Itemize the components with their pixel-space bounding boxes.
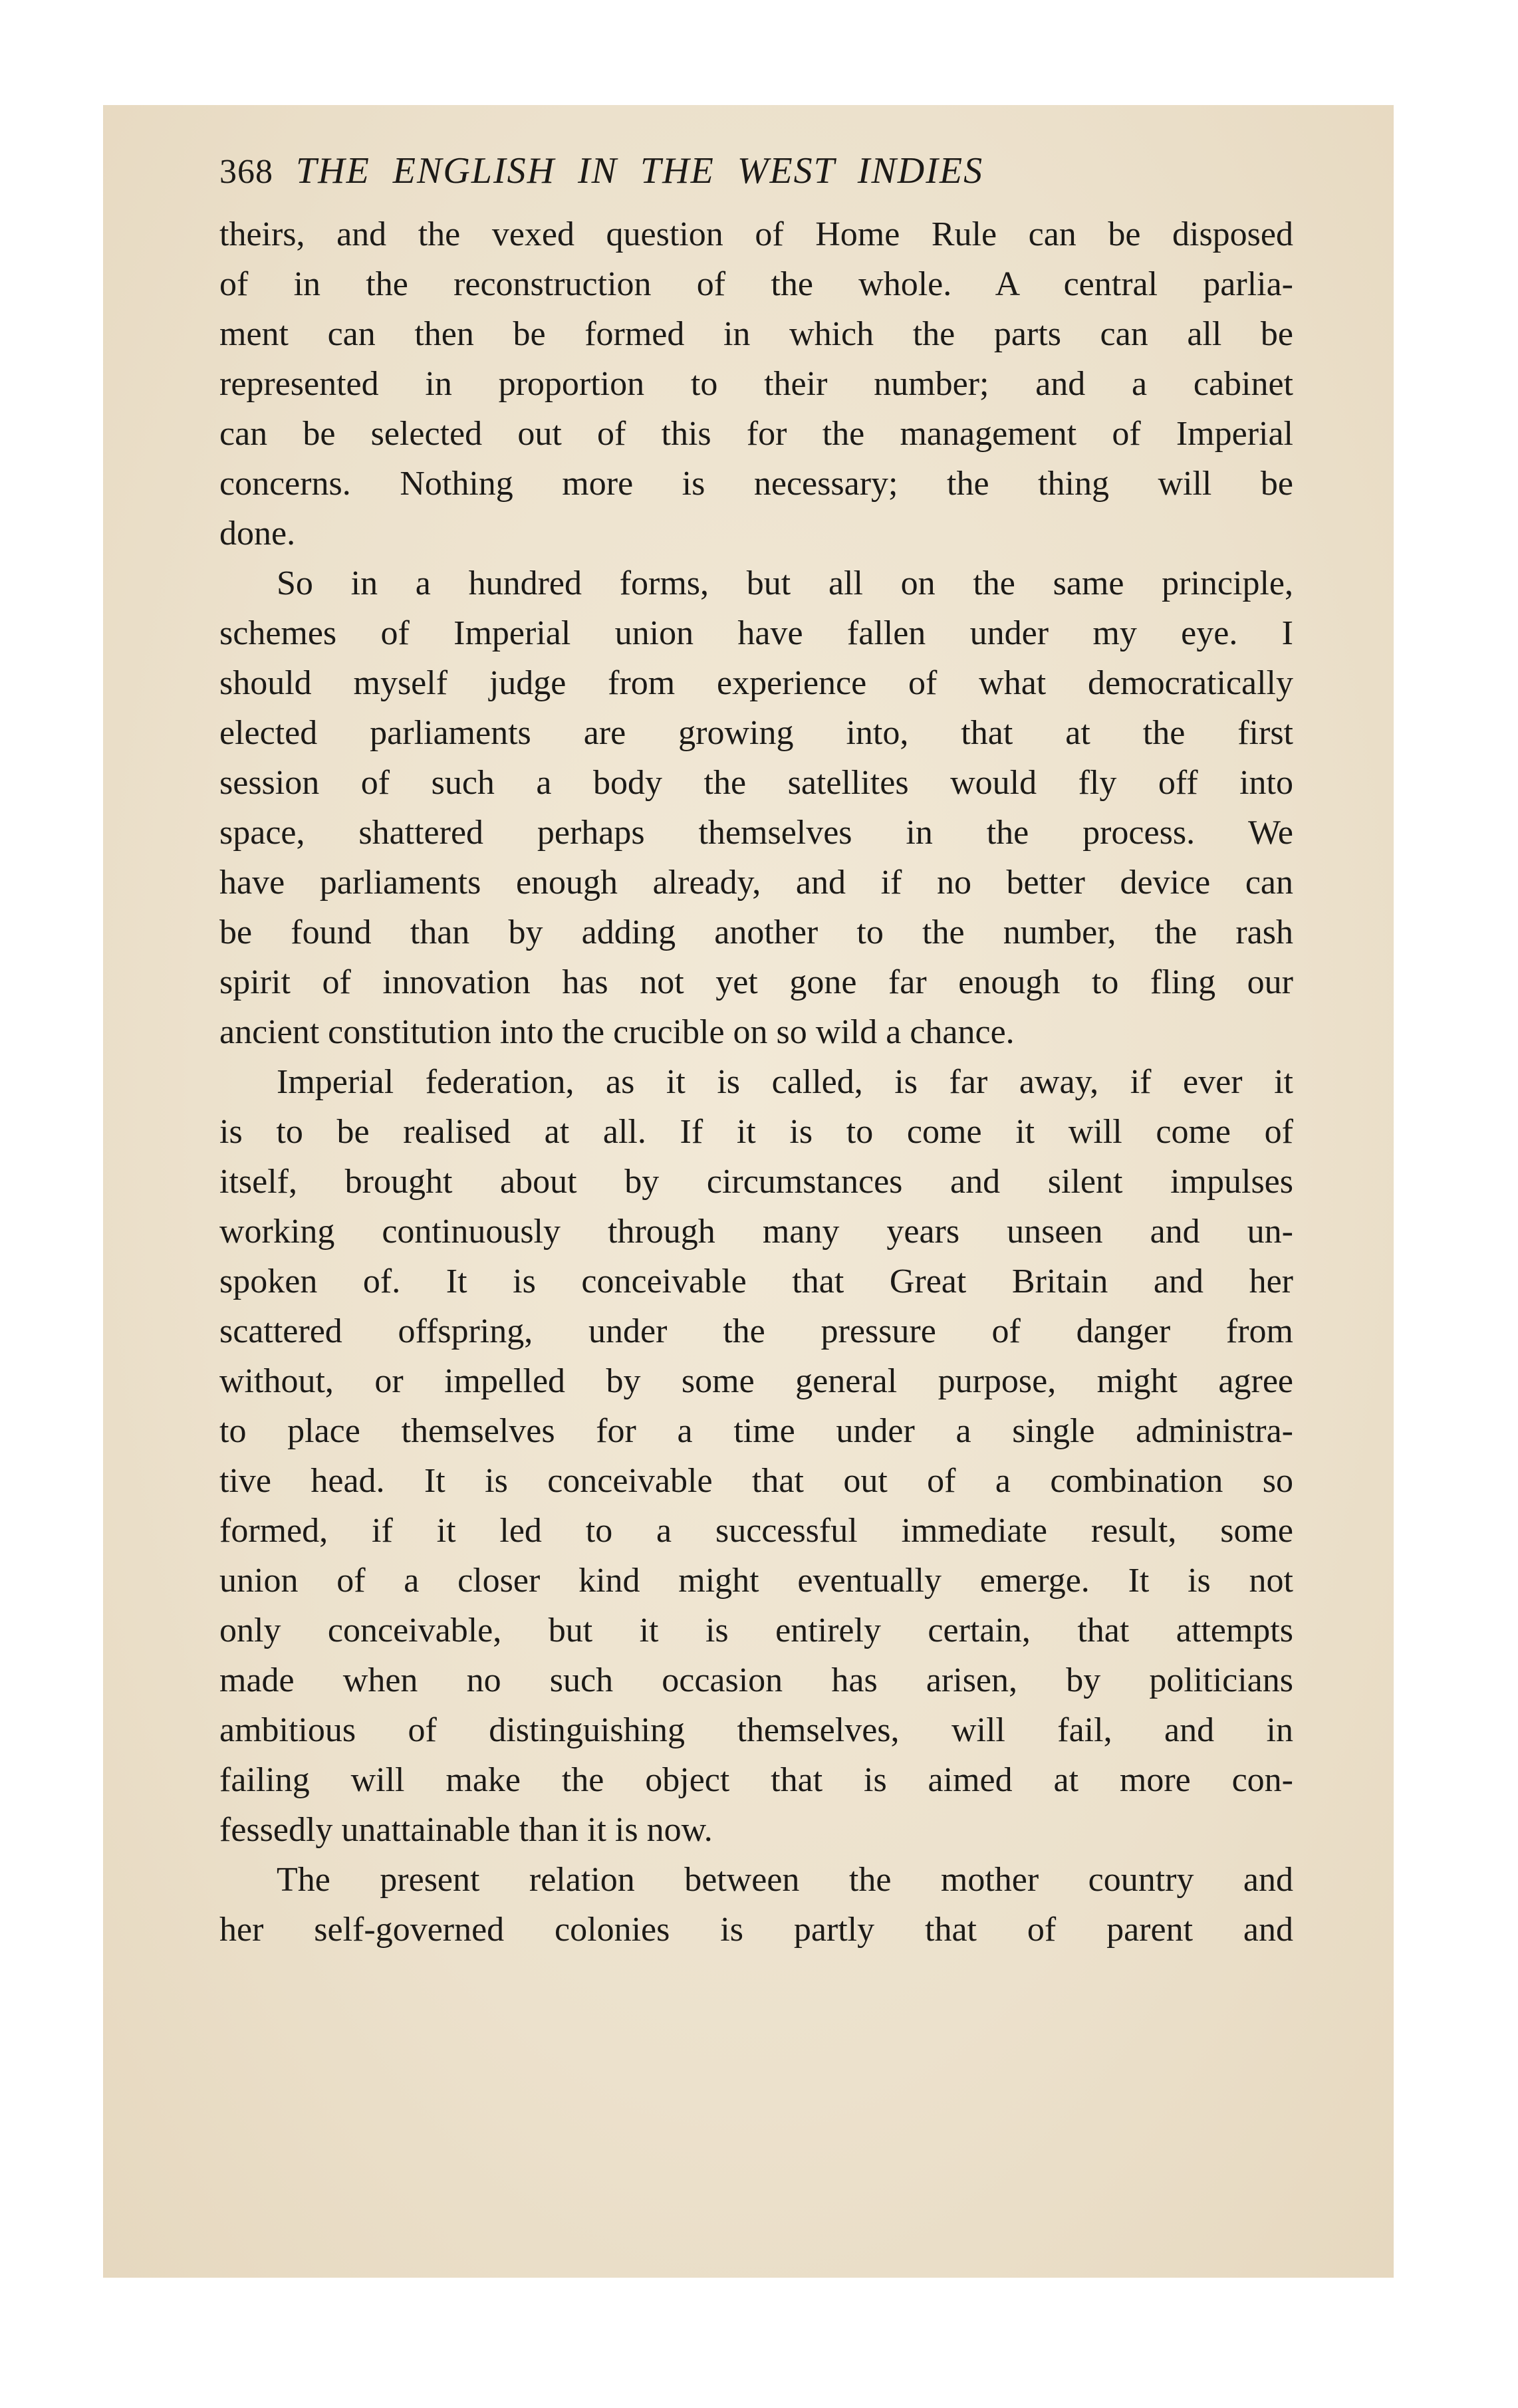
text-line: The present relation between the mother country and bbox=[277, 1861, 1293, 1899]
text-line: fessedly unattainable than it is now. bbox=[219, 1811, 713, 1849]
text-line: So in a hundred forms, but all on the same principle, bbox=[277, 564, 1293, 602]
text-line: ambitious of distinguishing themselves, will fail, and in bbox=[219, 1711, 1293, 1749]
page-number: 368 bbox=[219, 153, 273, 191]
text-line: is to be realised at all. If it is to come it will come of bbox=[219, 1113, 1293, 1151]
text-line: only conceivable, but it is entirely certain, that attempts bbox=[219, 1612, 1293, 1649]
text-line: be found than by adding another to the number, the rash bbox=[219, 913, 1293, 951]
text-line: union of a closer kind might eventually emerge. It is not bbox=[219, 1562, 1293, 1600]
text-line: itself, brought about by circumstances and silent impulses bbox=[219, 1163, 1293, 1201]
text-line: represented in proportion to their number; and a cabinet bbox=[219, 365, 1293, 403]
text-line: theirs, and the vexed question of Home Rule can be disposed bbox=[219, 215, 1293, 253]
text-line: elected parliaments are growing into, that at the first bbox=[219, 714, 1293, 752]
text-line: spoken of. It is conceivable that Great Britain and her bbox=[219, 1263, 1293, 1300]
text-line: working continuously through many years unseen and un- bbox=[219, 1213, 1293, 1251]
body-text bbox=[219, 209, 1293, 1955]
text-line: Imperial federation, as it is called, is far away, if ever it bbox=[277, 1063, 1293, 1101]
paragraph bbox=[219, 1057, 1293, 1855]
paragraph bbox=[219, 209, 1293, 558]
running-head bbox=[219, 150, 1293, 209]
text-line: can be selected out of this for the management of Imperial bbox=[219, 415, 1293, 453]
text-line: formed, if it led to a successful immediate result, some bbox=[219, 1512, 1293, 1550]
text-line: tive head. It is conceivable that out of a combination so bbox=[219, 1462, 1293, 1500]
paragraph bbox=[219, 558, 1293, 1057]
text-line: space, shattered perhaps themselves in the process. We bbox=[219, 814, 1293, 852]
text-line: to place themselves for a time under a single administra- bbox=[219, 1412, 1293, 1450]
text-line: without, or impelled by some general purpose, might agree bbox=[219, 1362, 1293, 1400]
text-line: of in the reconstruction of the whole. A central parlia- bbox=[219, 265, 1293, 303]
running-title: THE ENGLISH IN THE WEST INDIES bbox=[296, 150, 984, 191]
text-line: done. bbox=[219, 515, 296, 552]
text-line: schemes of Imperial union have fallen under my eye. I bbox=[219, 614, 1293, 652]
text-line: concerns. Nothing more is necessary; the thing will be bbox=[219, 465, 1293, 503]
text-line: scattered offspring, under the pressure of danger from bbox=[219, 1312, 1293, 1350]
text-line: made when no such occasion has arisen, by politicians bbox=[219, 1661, 1293, 1699]
paragraph bbox=[219, 1855, 1293, 1955]
text-line: have parliaments enough already, and if no better device can bbox=[219, 864, 1293, 902]
text-line: ment can then be formed in which the parts can all be bbox=[219, 315, 1293, 353]
text-line: failing will make the object that is aimed at more con- bbox=[219, 1761, 1293, 1799]
text-line: her self-governed colonies is partly that of parent and bbox=[219, 1911, 1293, 1949]
text-line: spirit of innovation has not yet gone far enough to fling our bbox=[219, 963, 1293, 1001]
book-page bbox=[219, 150, 1293, 1955]
text-line: should myself judge from experience of what democratically bbox=[219, 664, 1293, 702]
text-line: session of such a body the satellites would fly off into bbox=[219, 764, 1293, 802]
text-line: ancient constitution into the crucible on so wild a chance. bbox=[219, 1013, 1015, 1051]
